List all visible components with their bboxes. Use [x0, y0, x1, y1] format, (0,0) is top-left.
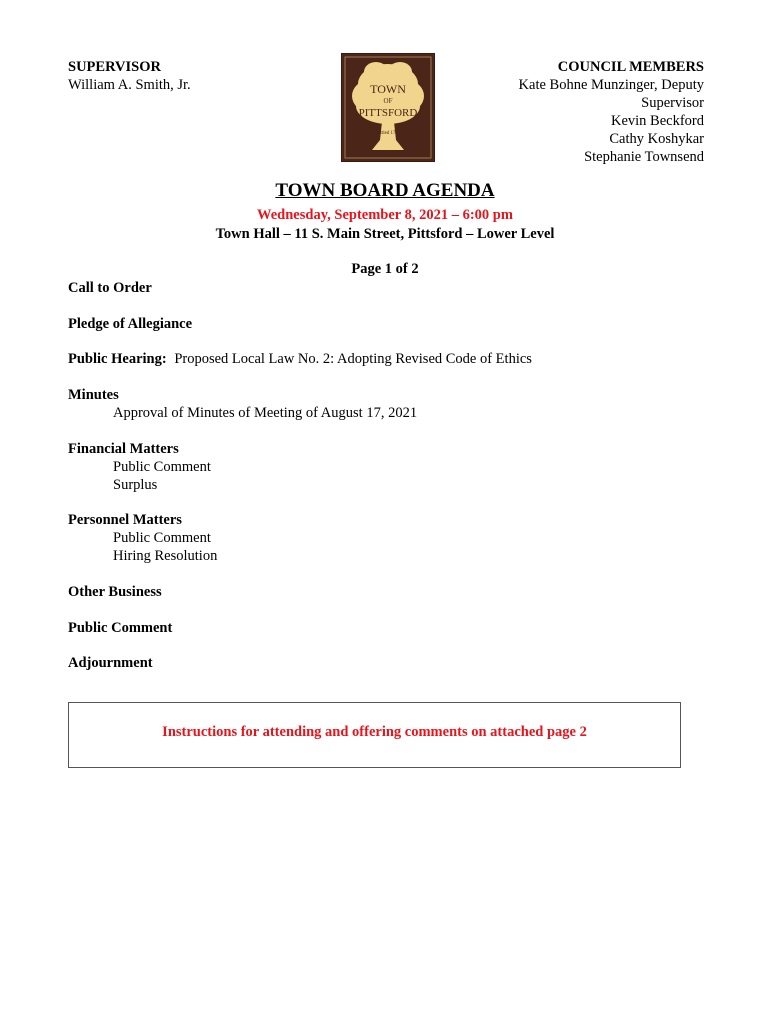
agenda-other-business: [68, 583, 162, 601]
public-hearing-label: Public Hearing:: [68, 351, 167, 367]
logo-line3: PITTSFORD: [358, 107, 418, 119]
agenda-subitem: Public Comment: [113, 530, 211, 546]
town-logo: [341, 53, 435, 162]
supervisor-name: William A. Smith, Jr.: [68, 77, 191, 93]
agenda-personnel: [68, 511, 217, 565]
council-line: Supervisor: [641, 95, 704, 111]
agenda-subitem: Public Comment: [113, 459, 211, 475]
supervisor-heading: SUPERVISOR: [68, 59, 161, 75]
meeting-date: Wednesday, September 8, 2021 – 6:00 pm: [257, 207, 513, 223]
agenda-heading: Financial Matters: [68, 441, 179, 457]
agenda-subitem: Hiring Resolution: [113, 548, 218, 564]
agenda-pledge: [68, 315, 192, 333]
council-line: Kate Bohne Munzinger, Deputy: [518, 77, 704, 93]
council-line: Stephanie Townsend: [584, 149, 704, 165]
logo-line1: TOWN: [370, 82, 406, 96]
agenda-public-hearing: [68, 350, 532, 368]
meeting-location: Town Hall – 11 S. Main Street, Pittsford – Lower Level: [215, 226, 555, 242]
council-block: [519, 58, 704, 166]
council-heading: COUNCIL MEMBERS: [557, 59, 704, 75]
public-hearing-text: Proposed Local Law No. 2: Adopting Revised Code of Ethics: [174, 351, 532, 367]
agenda-subitem: Approval of Minutes of Meeting of August 17, 2021: [113, 405, 418, 421]
logo-line2: OF: [383, 97, 393, 105]
agenda-heading: Minutes: [68, 387, 119, 403]
agenda-public-comment: [68, 619, 172, 637]
agenda-heading: Call to Order: [68, 280, 152, 296]
agenda-minutes: [68, 386, 417, 422]
page-title: TOWN BOARD AGENDA: [275, 180, 495, 201]
notice-text: Instructions for attending and offering comments on attached page 2: [162, 724, 587, 740]
agenda-adjournment: [68, 654, 153, 672]
agenda-heading: Adjournment: [68, 655, 153, 671]
agenda-heading: Public Comment: [68, 620, 173, 636]
supervisor-block: [68, 58, 191, 94]
logo-line4: Settled 1789: [375, 131, 401, 136]
page-number: Page 1 of 2: [351, 261, 419, 277]
agenda-heading: Pledge of Allegiance: [68, 316, 193, 332]
agenda-heading: Other Business: [68, 584, 162, 600]
agenda-financial: [68, 440, 211, 494]
agenda-call-to-order: [68, 279, 152, 297]
agenda-heading: Personnel Matters: [68, 512, 182, 528]
tree-seal-icon: [342, 54, 434, 161]
agenda-subitem: Surplus: [113, 477, 158, 493]
notice-box: [68, 702, 681, 768]
council-line: Kevin Beckford: [610, 113, 704, 129]
council-line: Cathy Koshykar: [609, 131, 704, 147]
